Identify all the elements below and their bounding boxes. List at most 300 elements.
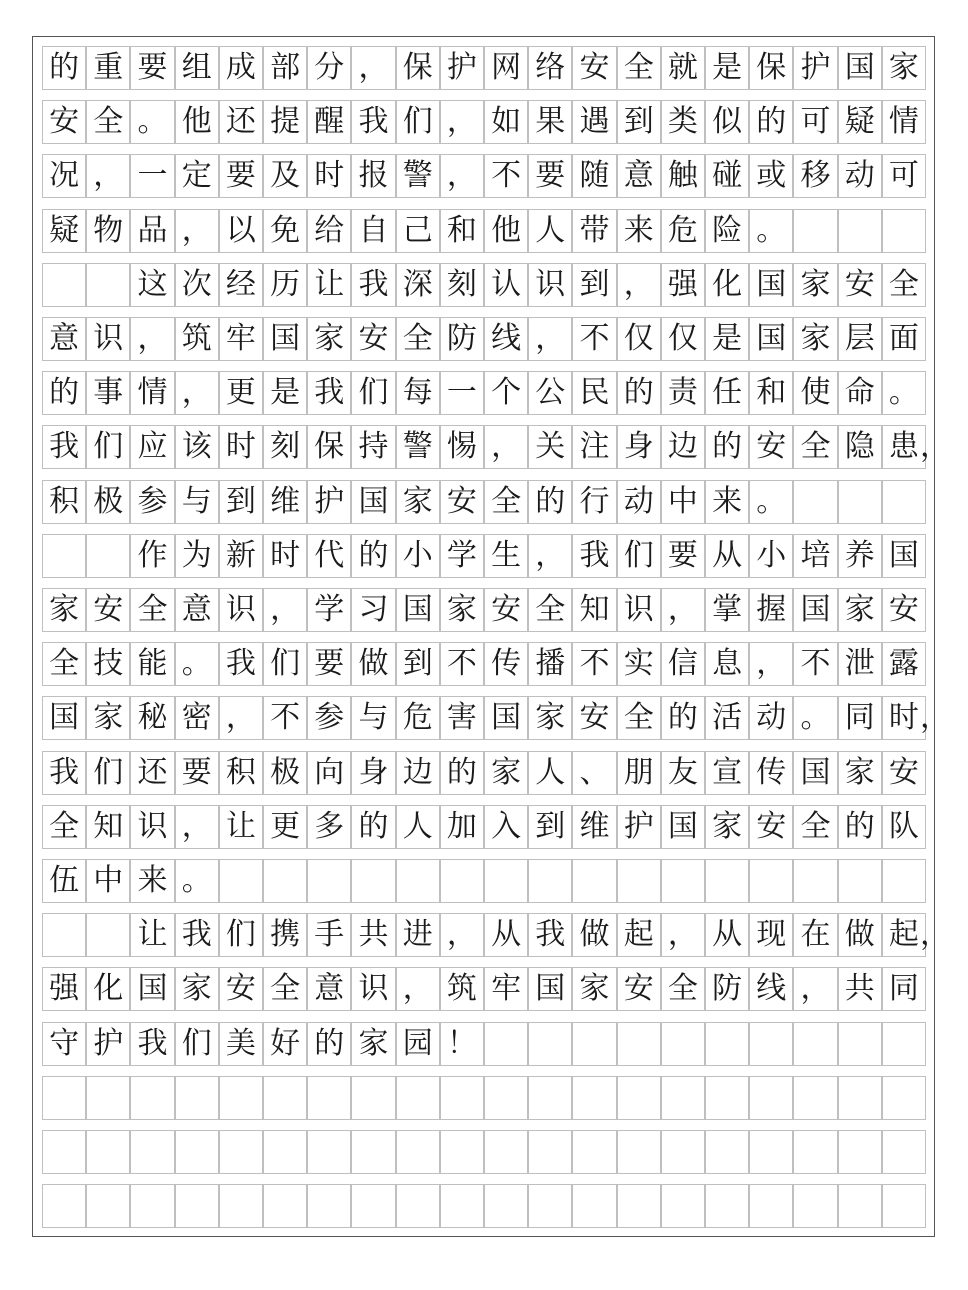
grid-cell: 活 (705, 696, 749, 740)
grid-cell: 更 (263, 805, 307, 849)
grid-cell (86, 1076, 130, 1120)
grid-cell: 全 (528, 588, 572, 632)
grid-row (42, 317, 926, 361)
grid-cell: ， (175, 805, 219, 849)
grid-cell: ， (440, 154, 484, 198)
grid-cell: ， (263, 588, 307, 632)
grid-cell: 安 (749, 425, 793, 469)
grid-cell: 刻 (440, 263, 484, 307)
grid-cell (838, 1022, 882, 1066)
grid-cell: 是 (705, 46, 749, 90)
grid-cell: 警 (396, 425, 440, 469)
grid-cell: 到 (617, 100, 661, 144)
grid-row (42, 1130, 926, 1174)
grid-cell (263, 1184, 307, 1228)
grid-cell: 识 (617, 588, 661, 632)
grid-cell: ， (661, 588, 705, 632)
grid-cell: 安 (882, 588, 926, 632)
grid-cell: 品 (130, 209, 174, 253)
grid-cell: 还 (130, 751, 174, 795)
grid-cell: 惕 (440, 425, 484, 469)
grid-cell: ， (175, 209, 219, 253)
grid-cell: 可 (882, 154, 926, 198)
grid-cell: 代 (307, 534, 351, 578)
grid-cell: 要 (219, 154, 263, 198)
grid-cell: 或 (749, 154, 793, 198)
grid-cell (396, 1130, 440, 1174)
grid-cell: 我 (351, 100, 395, 144)
grid-row (42, 480, 926, 524)
grid-cell (661, 1130, 705, 1174)
grid-cell: 要 (175, 751, 219, 795)
grid-cell: 播 (528, 642, 572, 686)
grid-cell: 他 (175, 100, 219, 144)
grid-cell: 我 (528, 913, 572, 957)
grid-row (42, 642, 926, 686)
grid-cell: 国 (396, 588, 440, 632)
grid-cell: 与 (175, 480, 219, 524)
grid-cell: 。 (749, 480, 793, 524)
grid-cell: 们 (396, 100, 440, 144)
grid-cell: 护 (793, 46, 837, 90)
grid-cell: 事 (86, 371, 130, 415)
grid-cell: ， (130, 317, 174, 361)
grid-cell: 习 (351, 588, 395, 632)
grid-cell (617, 1022, 661, 1066)
grid-row (42, 100, 926, 144)
grid-cell (705, 859, 749, 903)
grid-cell: 次 (175, 263, 219, 307)
grid-cell: 隐 (838, 425, 882, 469)
grid-cell: 公 (528, 371, 572, 415)
grid-cell: 人 (396, 805, 440, 849)
grid-cell: 国 (484, 696, 528, 740)
grid-cell (882, 1076, 926, 1120)
grid-cell: ， (351, 46, 395, 90)
grid-cell: 类 (661, 100, 705, 144)
grid-cell: 家 (440, 588, 484, 632)
grid-cell: 加 (440, 805, 484, 849)
grid-cell (705, 1076, 749, 1120)
grid-cell: 安 (219, 967, 263, 1011)
grid-cell: 安 (86, 588, 130, 632)
grid-cell (484, 859, 528, 903)
grid-cell (351, 1130, 395, 1174)
grid-cell: 碰 (705, 154, 749, 198)
grid-cell: 人 (528, 209, 572, 253)
grid-row (42, 46, 926, 90)
grid-cell: 进 (396, 913, 440, 957)
grid-cell: 我 (42, 751, 86, 795)
grid-cell (793, 1184, 837, 1228)
grid-cell: 共 (351, 913, 395, 957)
grid-cell: 身 (351, 751, 395, 795)
grid-cell: 仅 (661, 317, 705, 361)
grid-cell: 的 (528, 480, 572, 524)
grid-cell: 不 (263, 696, 307, 740)
grid-cell (838, 1184, 882, 1228)
grid-cell: 要 (307, 642, 351, 686)
grid-cell (617, 1184, 661, 1228)
grid-cell: 让 (307, 263, 351, 307)
grid-cell: 行 (572, 480, 616, 524)
grid-cell: 入 (484, 805, 528, 849)
grid-cell: 家 (175, 967, 219, 1011)
grid-cell: 患 (882, 425, 926, 469)
grid-cell: 是 (263, 371, 307, 415)
grid-cell: 作 (130, 534, 174, 578)
grid-cell: 情 (882, 100, 926, 144)
grid-row (42, 534, 926, 578)
grid-cell: 时 (882, 696, 926, 740)
grid-cell: 每 (396, 371, 440, 415)
grid-cell (661, 859, 705, 903)
grid-cell (793, 1076, 837, 1120)
grid-cell (86, 913, 130, 957)
grid-cell: 、 (572, 751, 616, 795)
grid-cell: 家 (86, 696, 130, 740)
grid-cell: ， (749, 642, 793, 686)
grid-cell (528, 1130, 572, 1174)
grid-cell (572, 859, 616, 903)
grid-cell: 安 (572, 46, 616, 90)
grid-cell (175, 1184, 219, 1228)
margin-punctuation: ， (920, 429, 950, 465)
grid-cell: 的 (307, 1022, 351, 1066)
grid-cell: 泄 (838, 642, 882, 686)
grid-cell: 来 (617, 209, 661, 253)
grid-cell: 伍 (42, 859, 86, 903)
grid-cell (617, 859, 661, 903)
grid-cell (86, 263, 130, 307)
grid-cell: 为 (175, 534, 219, 578)
grid-cell: 以 (219, 209, 263, 253)
grid-cell: 极 (86, 480, 130, 524)
grid-cell (219, 1184, 263, 1228)
grid-cell: 。 (175, 642, 219, 686)
grid-cell (882, 1130, 926, 1174)
grid-row (42, 588, 926, 632)
grid-cell: 警 (396, 154, 440, 198)
grid-row (42, 967, 926, 1011)
grid-cell: 。 (882, 371, 926, 415)
grid-cell: 部 (263, 46, 307, 90)
grid-cell (882, 859, 926, 903)
grid-cell (705, 1130, 749, 1174)
margin-punctuation: ， (920, 700, 950, 736)
grid-cell: 守 (42, 1022, 86, 1066)
grid-cell: 现 (749, 913, 793, 957)
grid-cell (219, 1076, 263, 1120)
grid-row (42, 209, 926, 253)
grid-cell: 可 (793, 100, 837, 144)
grid-cell: 要 (528, 154, 572, 198)
grid-cell (749, 1022, 793, 1066)
grid-cell: 维 (263, 480, 307, 524)
grid-row (42, 154, 926, 198)
grid-cell (882, 1022, 926, 1066)
grid-cell: 护 (307, 480, 351, 524)
grid-cell (396, 1076, 440, 1120)
grid-cell: 安 (572, 696, 616, 740)
grid-cell (705, 1022, 749, 1066)
grid-cell: 使 (793, 371, 837, 415)
grid-cell (42, 1184, 86, 1228)
grid-cell: 如 (484, 100, 528, 144)
grid-cell: 培 (793, 534, 837, 578)
grid-cell: 历 (263, 263, 307, 307)
grid-cell: 险 (705, 209, 749, 253)
grid-cell: 注 (572, 425, 616, 469)
grid-cell: 和 (440, 209, 484, 253)
grid-cell (661, 1022, 705, 1066)
grid-cell: 学 (307, 588, 351, 632)
grid-cell: ， (175, 371, 219, 415)
grid-cell: 身 (617, 425, 661, 469)
grid-cell: 强 (661, 263, 705, 307)
grid-cell: 做 (351, 642, 395, 686)
grid-cell: 家 (307, 317, 351, 361)
grid-cell: 共 (838, 967, 882, 1011)
grid-cell: 全 (617, 696, 661, 740)
grid-cell: 动 (749, 696, 793, 740)
grid-cell: 技 (86, 642, 130, 686)
grid-cell: 来 (705, 480, 749, 524)
grid-cell (838, 209, 882, 253)
grid-cell: 网 (484, 46, 528, 90)
grid-cell: 到 (572, 263, 616, 307)
grid-cell: 情 (130, 371, 174, 415)
grid-cell (484, 1184, 528, 1228)
grid-cell: 不 (572, 317, 616, 361)
grid-cell: 全 (130, 588, 174, 632)
grid-cell: 。 (130, 100, 174, 144)
grid-cell (484, 1076, 528, 1120)
grid-cell: 让 (219, 805, 263, 849)
grid-cell (617, 1130, 661, 1174)
grid-cell: 识 (219, 588, 263, 632)
grid-cell: 我 (130, 1022, 174, 1066)
grid-cell: 应 (130, 425, 174, 469)
grid-cell (440, 859, 484, 903)
grid-cell: 家 (882, 46, 926, 90)
grid-cell: ， (219, 696, 263, 740)
grid-cell: 识 (351, 967, 395, 1011)
grid-cell: 仅 (617, 317, 661, 361)
grid-cell: 这 (130, 263, 174, 307)
grid-cell: 带 (572, 209, 616, 253)
grid-cell: 来 (130, 859, 174, 903)
grid-cell: 要 (661, 534, 705, 578)
grid-cell: 国 (882, 534, 926, 578)
grid-cell (175, 1130, 219, 1174)
grid-cell (307, 859, 351, 903)
grid-cell (528, 859, 572, 903)
grid-cell: 民 (572, 371, 616, 415)
grid-cell: 醒 (307, 100, 351, 144)
grid-cell (838, 859, 882, 903)
grid-cell: 小 (749, 534, 793, 578)
grid-row (42, 913, 950, 957)
grid-cell: 到 (396, 642, 440, 686)
grid-cell: 传 (749, 751, 793, 795)
grid-cell: 向 (307, 751, 351, 795)
grid-cell: 家 (838, 751, 882, 795)
grid-cell (42, 1076, 86, 1120)
grid-cell: ， (396, 967, 440, 1011)
grid-cell: 国 (793, 751, 837, 795)
grid-cell (793, 480, 837, 524)
grid-cell: 全 (617, 46, 661, 90)
grid-cell (749, 1130, 793, 1174)
grid-cell: 的 (351, 534, 395, 578)
grid-cell: 他 (484, 209, 528, 253)
grid-cell: 自 (351, 209, 395, 253)
grid-cell: 美 (219, 1022, 263, 1066)
grid-cell: 随 (572, 154, 616, 198)
grid-cell: 园 (396, 1022, 440, 1066)
grid-cell: 参 (130, 480, 174, 524)
grid-cell: 疑 (42, 209, 86, 253)
grid-cell: 们 (86, 751, 130, 795)
grid-cell: 友 (661, 751, 705, 795)
grid-cell: 国 (42, 696, 86, 740)
grid-cell (396, 1184, 440, 1228)
grid-cell: 国 (130, 967, 174, 1011)
grid-cell: 到 (219, 480, 263, 524)
grid-cell: 国 (351, 480, 395, 524)
grid-cell (307, 1130, 351, 1174)
grid-cell: 人 (528, 751, 572, 795)
grid-cell (440, 1184, 484, 1228)
grid-row (42, 859, 926, 903)
grid-row (42, 696, 950, 740)
grid-cell (42, 913, 86, 957)
grid-cell (440, 1076, 484, 1120)
grid-cell: 还 (219, 100, 263, 144)
grid-cell: 安 (484, 588, 528, 632)
grid-cell: 全 (882, 263, 926, 307)
grid-cell: ， (440, 100, 484, 144)
grid-cell: 们 (86, 425, 130, 469)
grid-cell (749, 1076, 793, 1120)
grid-cell: 信 (661, 642, 705, 686)
grid-cell: 化 (86, 967, 130, 1011)
grid-cell: 家 (572, 967, 616, 1011)
grid-cell: 重 (86, 46, 130, 90)
grid-cell (130, 1076, 174, 1120)
grid-cell: 似 (705, 100, 749, 144)
grid-cell (440, 1130, 484, 1174)
grid-cell (351, 859, 395, 903)
grid-cell (130, 1184, 174, 1228)
grid-cell: 全 (86, 100, 130, 144)
grid-cell: 我 (351, 263, 395, 307)
grid-cell: 关 (528, 425, 572, 469)
grid-cell (42, 263, 86, 307)
grid-cell (838, 480, 882, 524)
grid-cell: 家 (528, 696, 572, 740)
grid-cell: 全 (42, 805, 86, 849)
grid-cell: 传 (484, 642, 528, 686)
grid-cell (351, 1076, 395, 1120)
grid-cell: 命 (838, 371, 882, 415)
grid-cell: 知 (86, 805, 130, 849)
grid-cell: 家 (351, 1022, 395, 1066)
grid-cell: 国 (749, 317, 793, 361)
grid-cell: 新 (219, 534, 263, 578)
grid-cell: 家 (838, 588, 882, 632)
grid-row (42, 1184, 926, 1228)
grid-cell: 家 (396, 480, 440, 524)
grid-cell: 安 (351, 317, 395, 361)
grid-cell: 宣 (705, 751, 749, 795)
grid-cell: 时 (219, 425, 263, 469)
grid-cell: 我 (572, 534, 616, 578)
grid-cell: 的 (351, 805, 395, 849)
grid-cell: 的 (42, 46, 86, 90)
grid-cell: 安 (882, 751, 926, 795)
grid-cell: 触 (661, 154, 705, 198)
grid-cell: 小 (396, 534, 440, 578)
grid-cell: 我 (307, 371, 351, 415)
grid-cell: 就 (661, 46, 705, 90)
grid-cell: ， (440, 913, 484, 957)
grid-cell: 起 (882, 913, 926, 957)
grid-cell: 维 (572, 805, 616, 849)
grid-cell: 家 (793, 263, 837, 307)
grid-cell: ， (86, 154, 130, 198)
grid-cell (307, 1076, 351, 1120)
grid-cell: 边 (661, 425, 705, 469)
grid-cell: 线 (749, 967, 793, 1011)
grid-cell: 保 (307, 425, 351, 469)
grid-cell: 极 (263, 751, 307, 795)
grid-cell: ， (528, 534, 572, 578)
grid-cell: 的 (42, 371, 86, 415)
grid-cell: 深 (396, 263, 440, 307)
grid-cell: 防 (705, 967, 749, 1011)
grid-cell: 更 (219, 371, 263, 415)
grid-cell: 不 (440, 642, 484, 686)
grid-cell: 从 (484, 913, 528, 957)
grid-cell (263, 859, 307, 903)
grid-cell: 经 (219, 263, 263, 307)
grid-cell: 提 (263, 100, 307, 144)
grid-cell: 全 (396, 317, 440, 361)
grid-cell (793, 1022, 837, 1066)
grid-cell: 筑 (440, 967, 484, 1011)
grid-cell: 的 (749, 100, 793, 144)
grid-row (42, 425, 950, 469)
grid-cell: ， (617, 263, 661, 307)
grid-cell: 的 (838, 805, 882, 849)
grid-cell: 。 (793, 696, 837, 740)
grid-cell (749, 1184, 793, 1228)
grid-cell (86, 534, 130, 578)
grid-cell: 物 (86, 209, 130, 253)
grid-cell: 家 (484, 751, 528, 795)
grid-cell: 是 (705, 317, 749, 361)
grid-cell: 全 (793, 805, 837, 849)
grid-cell: 意 (175, 588, 219, 632)
grid-row (42, 751, 926, 795)
grid-cell: 国 (263, 317, 307, 361)
grid-cell: 动 (617, 480, 661, 524)
grid-cell: 安 (617, 967, 661, 1011)
grid-cell: 给 (307, 209, 351, 253)
grid-cell: 不 (572, 642, 616, 686)
